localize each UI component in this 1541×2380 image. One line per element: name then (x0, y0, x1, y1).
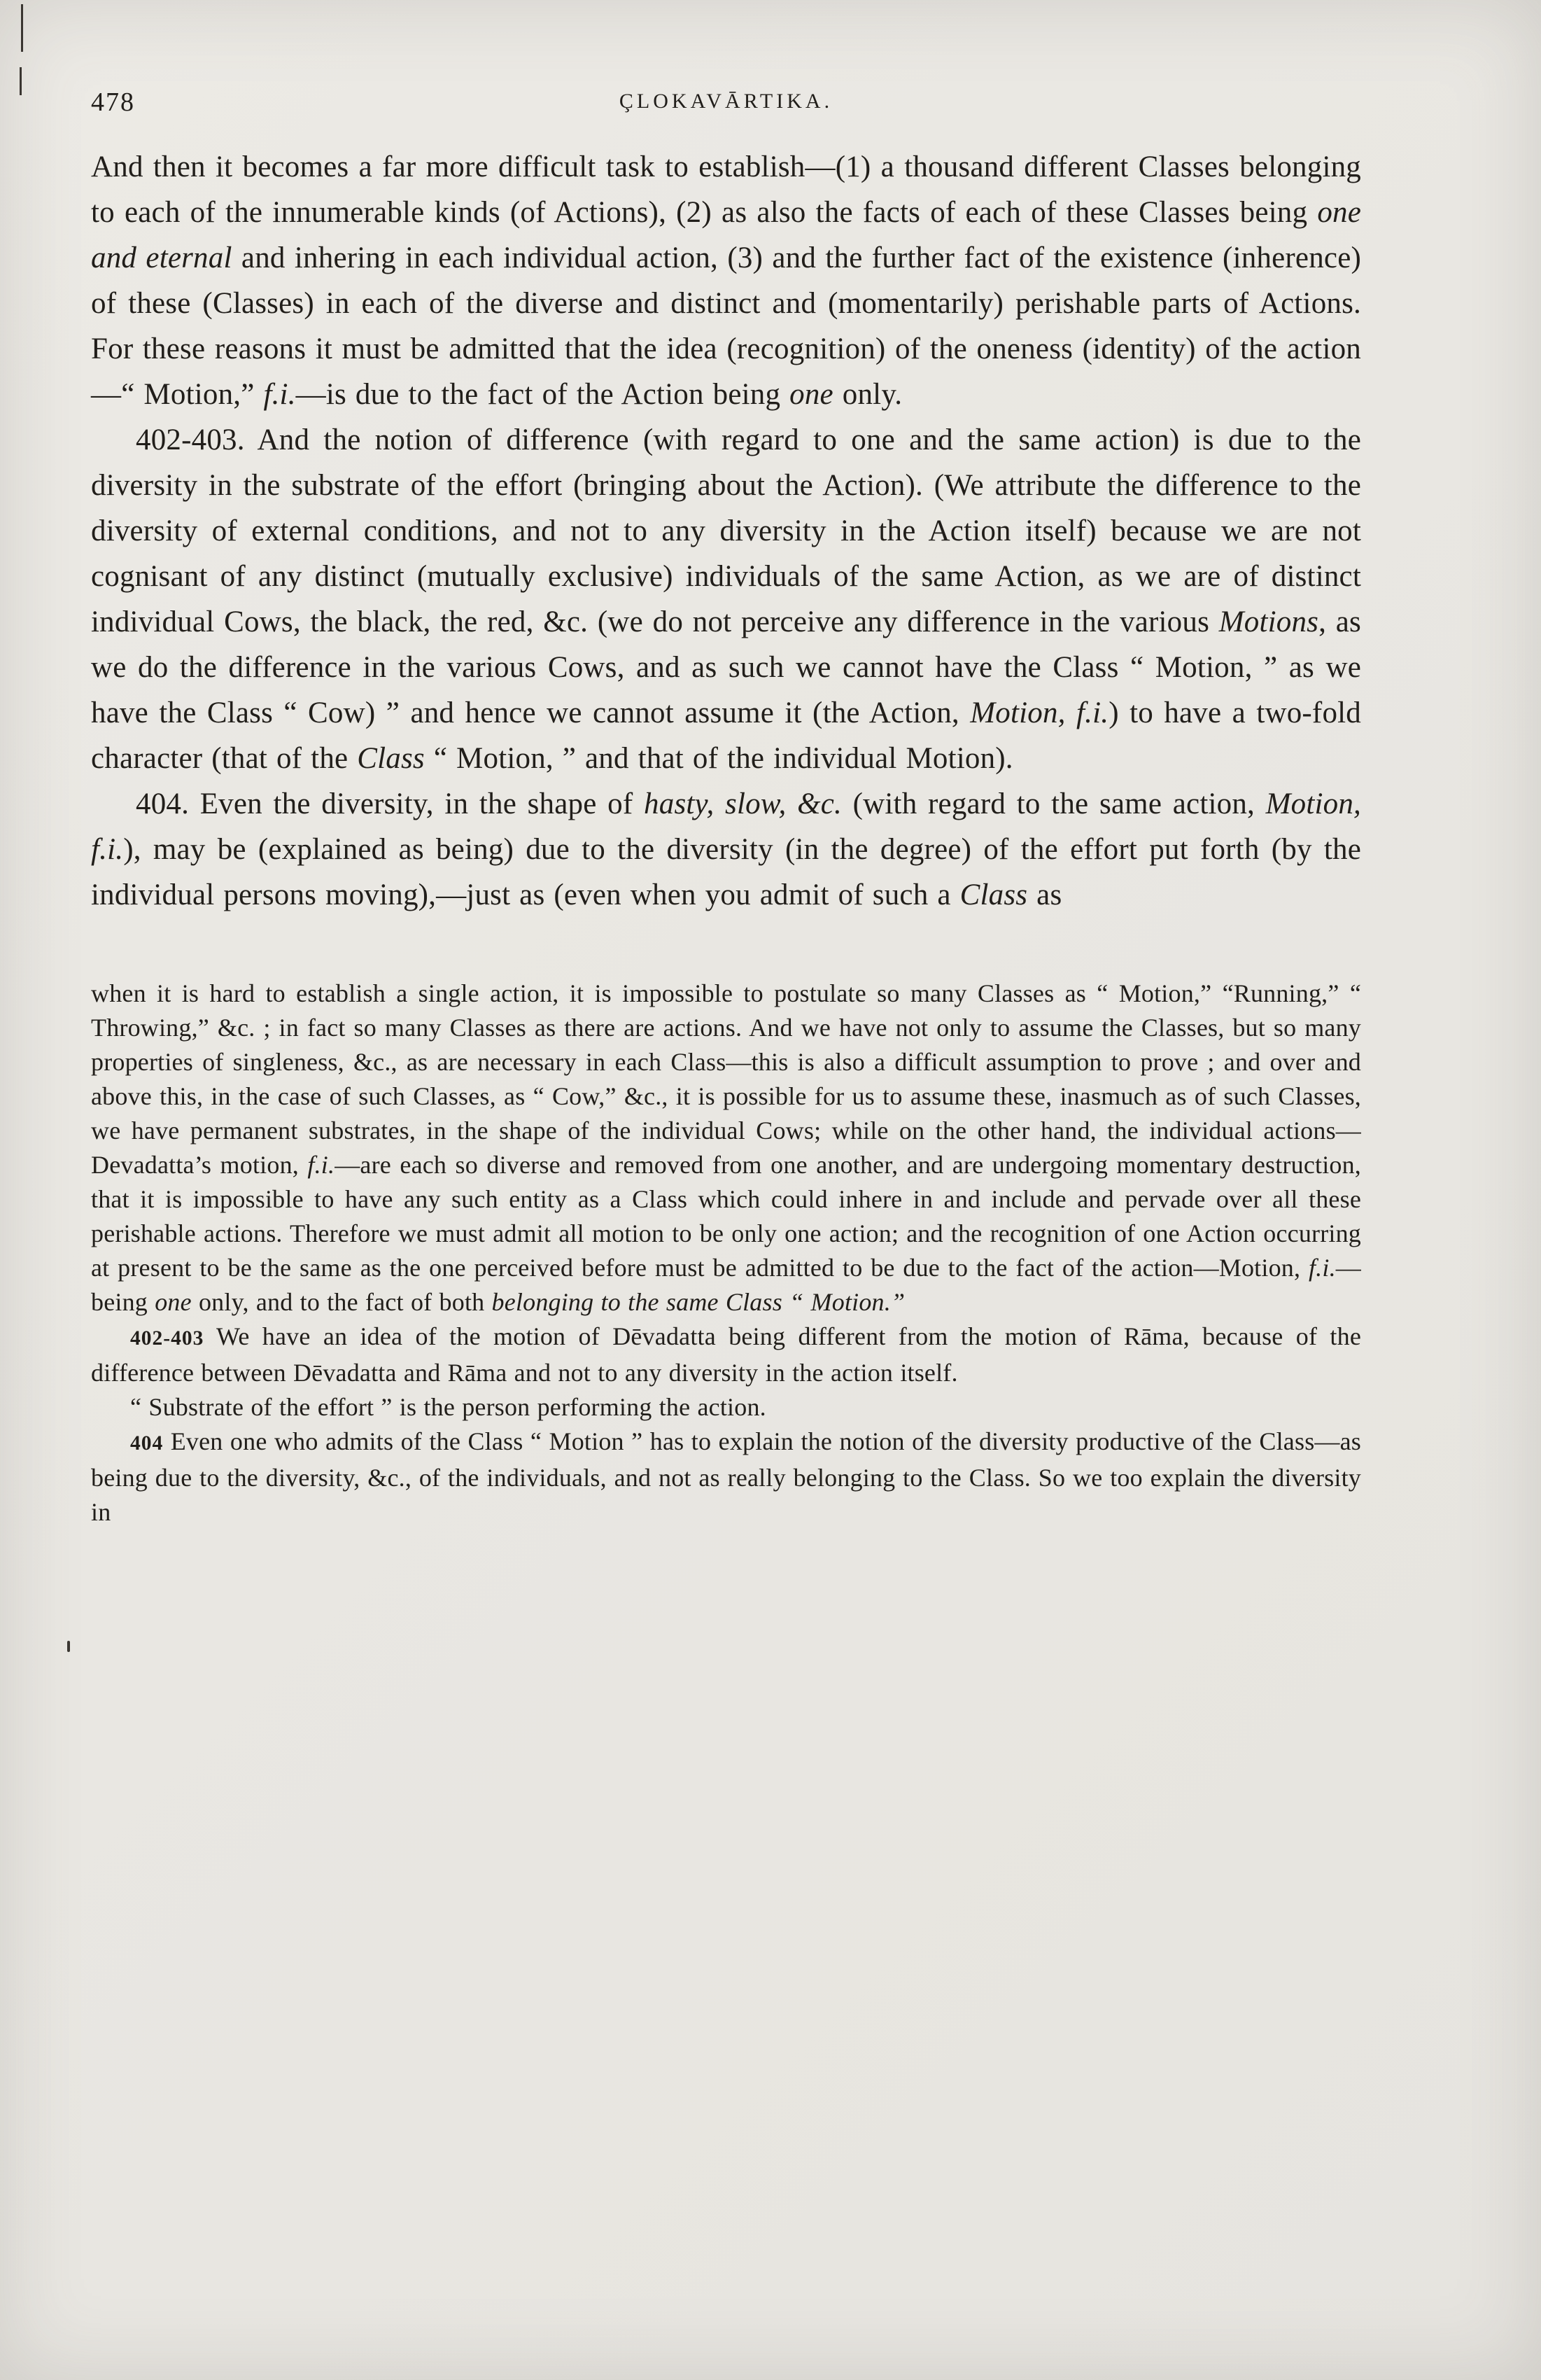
footnotes (91, 976, 1361, 1530)
footnote-substrate: “ Substrate of the effort ” is the person performing the action. (130, 1393, 766, 1421)
body-text (91, 144, 1361, 918)
running-title: ÇLOKAVĀRTIKA. (619, 90, 833, 113)
footnote-404: 404 Even one who admits of the Class “ Motion ” has to explain the notion of the diversity productive of the Class—as being due to the diversity, &c., of the individuals, and not as really belonging to the Class. So we too explain the diversity in (91, 1427, 1361, 1526)
page-content (91, 83, 1361, 1530)
page-header (91, 83, 1361, 120)
footnote-continuation: when it is hard to establish a single action, it is impossible to postulate so many Classes as “ Motion,” “Running,” “ Throwing,” &c. ; in fact so many Classes as there are actions. And we have not only to assume the Classes, but so many properties of singleness, &c., as are necessary in each Class—this is also a difficult assumption to prove ; and over and above this, in the case of such Classes, as “ Cow,” &c., it is possible for us to assume these, inasmuch as of such Classes, we have permanent substrates, in the shape of the individual Cows; while on the other hand, the individual actions—Devadatta’s motion, f.i.—are each so diverse and removed from one another, and are undergoing momentary destruction, that it is impossible to have any such entity as a Class which could inhere in and include and pervade over all these perishable actions. Therefore we must admit all motion to be only one action; and the recognition of one Action occurring at present to be the same as the one perceived before must be admitted to be due to the fact of the action—Motion, f.i.—being one only, and to the fact of both belonging to the same Class “ Motion.” (91, 979, 1362, 1316)
scan-artifact-line (21, 4, 23, 52)
scan-artifact-line (20, 67, 22, 95)
footnote-402-403: 402-403 We have an idea of the motion of Dēvadatta being different from the motion of Rāma, because of the difference between Dēvadatta and Rāma and not to any diversity in the action itself. (91, 1322, 1361, 1387)
paragraph-404: 404. Even the diversity, in the shape of hasty, slow, &c. (with regard to the same action, Motion, f.i.), may be (explained as being) due to the diversity (in the degree) of the effort put forth (by the individual persons moving),—just as (even when you admit of such a Class as (91, 788, 1361, 911)
paragraph-continuation: And then it becomes a far more difficult task to establish—(1) a thousand different Classes belonging to each of the innumerable kinds (of Actions), (2) as also the facts of each of these Classes being one and eternal and inhering in each individual action, (3) and the further fact of the existence (inherence) of these (Classes) in each of the diverse and distinct and (momentarily) perishable parts of Actions. For these reasons it must be admitted that the idea (recognition) of the oneness (identity) of the action —“ Motion,” f.i.—is due to the fact of the Action being one only. (91, 150, 1362, 411)
page-number: 478 (91, 88, 135, 117)
scan-artifact-mark (67, 1641, 70, 1652)
paragraph-402-403: 402-403. And the notion of difference (with regard to one and the same action) is due to the diversity in the substrate of the effort (bringing about the Action). (We attribute the difference to the diversity of external conditions, and not to any diversity in the Action itself) because we are not cognisant of any distinct (mutually exclusive) individuals of the same Action, as we are of distinct individual Cows, the black, the red, &c. (we do not perceive any difference in the various Motions, as we do the difference in the various Cows, and as such we cannot have the Class “ Motion, ” as we have the Class “ Cow) ” and hence we cannot assume it (the Action, Motion, f.i.) to have a two-fold character (that of the Class “ Motion, ” and that of the individual Motion). (91, 424, 1361, 775)
